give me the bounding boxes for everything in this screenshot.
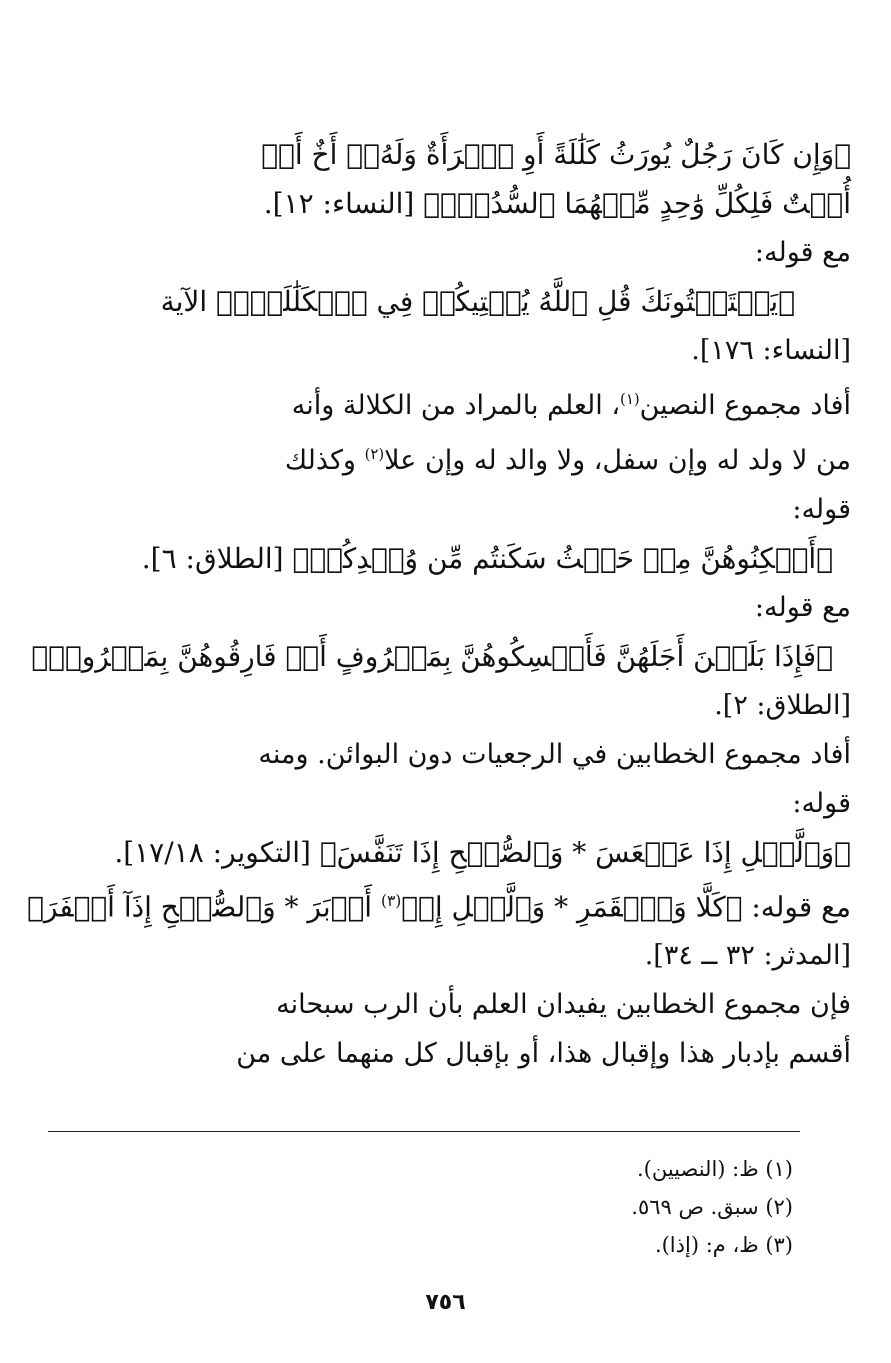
text-line: مع قوله:: [754, 592, 851, 623]
text-segment: وكذلك: [284, 445, 365, 476]
verse-line: ﴿فَإِذَا بَلَغۡنَ أَجَلَهُنَّ فَأَمۡسِكُوهُنَّ بِمَعۡرُوفٍ أَوۡ فَارِقُوهُنَّ بِمَعۡرُوفٖ﴾: [31, 640, 833, 673]
text-line: مع قوله:: [754, 237, 851, 268]
verse-line: ﴿وَٱلَّيۡلِ إِذَا عَسۡعَسَ * وَٱلصُّبۡحِ إِذَا تَنَفَّسَ﴾ [التكوير: ١٧/١٨].: [114, 836, 851, 869]
footnote-ref: (١): [620, 390, 640, 408]
page-number: ٧٥٦: [425, 1290, 466, 1315]
footnote-ref: (٣): [380, 892, 402, 910]
text-segment: مع قوله: ﴿كَلَّا وَٱلۡقَمَرِ * وَٱلَّيۡلِ إِذۡ: [401, 890, 851, 924]
text-line: [40, 375, 851, 430]
verse-line: ﴿وَإِن كَانَ رَجُلٌ يُورَثُ كَلَٰلَةً أَوِ ٱمۡرَأَةٌ وَلَهُۥٓ أَخٌ أَوۡ: [261, 138, 851, 171]
main-text: [27, 130, 851, 1078]
footnote-2: (٢) سبق. ص ٥٦٩.: [631, 1195, 793, 1219]
footnotes: [631, 1150, 793, 1264]
verse-line: أُخۡتٌ فَلِكُلِّ وَٰحِدٍ مِّنۡهُمَا ٱلسُّدُسُۚ﴾ [النساء: ١٢].: [263, 187, 851, 220]
text-line: [الطلاق: ٢].: [714, 690, 851, 721]
verse-line: ﴿أَسۡكِنُوهُنَّ مِنۡ حَيۡثُ سَكَنتُم مِّن وُجۡدِكُمۡ﴾ [الطلاق: ٦].: [141, 542, 833, 575]
text-line: [المدثر: ٣٢ ــ ٣٤].: [644, 940, 851, 972]
footnote-ref: (٢): [364, 445, 385, 463]
text-line: قوله:: [792, 788, 851, 819]
text-segment: ، العلم بالمراد من الكلالة وأنه: [291, 390, 621, 421]
text-line: [النساء: ١٧٦].: [691, 335, 851, 366]
text-line: قوله:: [792, 494, 851, 525]
text-segment: أفاد مجموع النصين: [639, 390, 851, 421]
verse-line: ﴿يَسۡتَفۡتُونَكَ قُلِ ٱللَّهُ يُفۡتِيكُمۡ فِي ٱلۡكَلَٰلَةِۚ﴾ الآية: [160, 285, 795, 318]
footnote-3: (٣) ظ، م: (إذا).: [654, 1233, 793, 1257]
text-line: [40, 430, 851, 485]
text-line: فإن مجموع الخطابين يفيدان العلم بأن الرب سبحانه: [276, 989, 851, 1021]
text-line: أقسم بإدبار هذا وإقبال هذا، أو بإقبال كل منهما على من: [236, 1038, 851, 1070]
text-segment: من لا ولد له وإن سفل، ولا والد له وإن علا: [384, 445, 851, 476]
footnote-1: (١) ظ: (النصيين).: [636, 1157, 793, 1181]
text-line: أفاد مجموع الخطابين في الرجعيات دون البوائن. ومنه: [258, 739, 851, 770]
verse-line: [27, 877, 851, 931]
text-segment: أَدۡبَرَ * وَٱلصُّبۡحِ إِذَآ أَسۡفَرَ﴾: [27, 890, 381, 924]
footnote-divider: [48, 1131, 800, 1132]
